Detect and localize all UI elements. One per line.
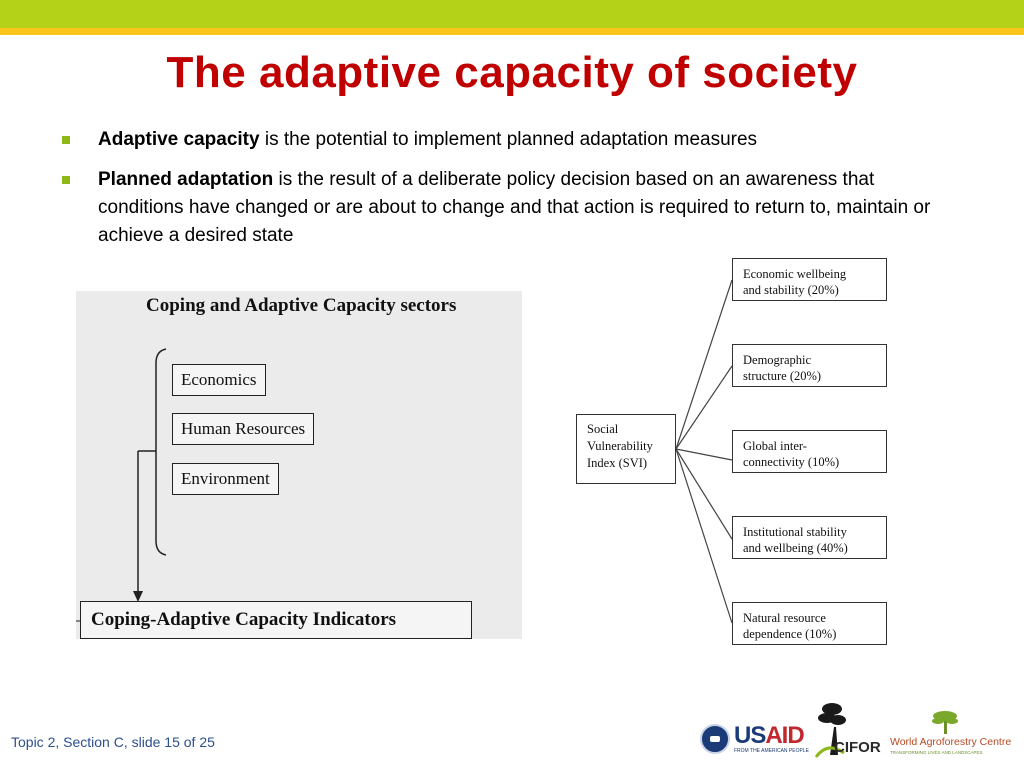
sector-box-human-resources: Human Resources — [172, 413, 314, 445]
svi-label-line: Vulnerability — [587, 439, 653, 453]
square-bullet-icon — [62, 136, 70, 144]
bracket-and-arrow-graphic — [76, 291, 522, 639]
svi-label-line: Social — [587, 422, 619, 436]
component-label-line: Demographic — [743, 353, 812, 367]
component-label-line: Economic wellbeing — [743, 267, 847, 281]
svi-root-box — [576, 414, 676, 484]
component-label-line: and stability (20%) — [743, 283, 839, 297]
component-box-institutional — [732, 516, 887, 559]
top-green-band — [0, 0, 1024, 28]
svi-label-line: Index (SVI) — [587, 456, 648, 470]
usaid-wordmark-aid: AID — [765, 722, 804, 749]
component-label-line: Institutional stability — [743, 525, 847, 539]
component-box-global — [732, 430, 887, 473]
component-label-line: Natural resource — [743, 611, 826, 625]
icraf-name: World Agroforestry Centre — [890, 736, 1012, 748]
icraf-tagline: TRANSFORMING LIVES AND LANDSCAPES — [890, 750, 983, 755]
sector-box-environment: Environment — [172, 463, 279, 495]
usaid-wordmark — [734, 722, 804, 750]
square-bullet-icon — [62, 176, 70, 184]
world-agroforestry-logo — [888, 708, 1012, 760]
component-box-demographic — [732, 344, 887, 387]
bullet-text: is the result of a deliberate policy decision based on an awareness that conditions have changed or are about to change and that action is required to return to, maintain or achieve a desired state — [98, 169, 931, 246]
component-label-line: and wellbeing (40%) — [743, 541, 848, 555]
usaid-wordmark-us: US — [734, 722, 766, 749]
coping-capacity-figure — [76, 291, 522, 639]
top-yellow-band — [0, 28, 1024, 35]
bullet-term: Adaptive capacity — [98, 129, 260, 150]
component-box-natural-resource — [732, 602, 887, 645]
component-label-line: Global inter- — [743, 439, 807, 453]
cifor-logo — [814, 697, 884, 759]
indicators-box: Coping-Adaptive Capacity Indicators — [80, 601, 472, 639]
slide-title: The adaptive capacity of society — [166, 48, 858, 97]
palm-tree-icon — [888, 708, 1008, 738]
component-box-economic — [732, 258, 887, 301]
component-label-line: structure (20%) — [743, 369, 822, 383]
slide-footer: Topic 2, Section C, slide 15 of 25 — [11, 734, 215, 750]
bullet-text: is the potential to implement planned adaptation measures — [259, 129, 758, 150]
cifor-wordmark: CIFOR — [834, 739, 881, 756]
bullet-item — [60, 126, 940, 154]
sector-box-economics: Economics — [172, 364, 266, 396]
svi-diagram — [570, 255, 900, 650]
component-label-line: dependence (10%) — [743, 627, 837, 641]
component-label-line: connectivity (10%) — [743, 455, 840, 469]
bullet-term: Planned adaptation — [98, 169, 274, 190]
usaid-tagline: FROM THE AMERICAN PEOPLE — [734, 748, 809, 754]
bullet-item — [60, 166, 940, 250]
usaid-seal-icon — [700, 724, 730, 754]
bullet-list — [60, 126, 940, 262]
figure-title: Coping and Adaptive Capacity sectors — [146, 295, 457, 316]
usaid-logo — [700, 722, 809, 758]
